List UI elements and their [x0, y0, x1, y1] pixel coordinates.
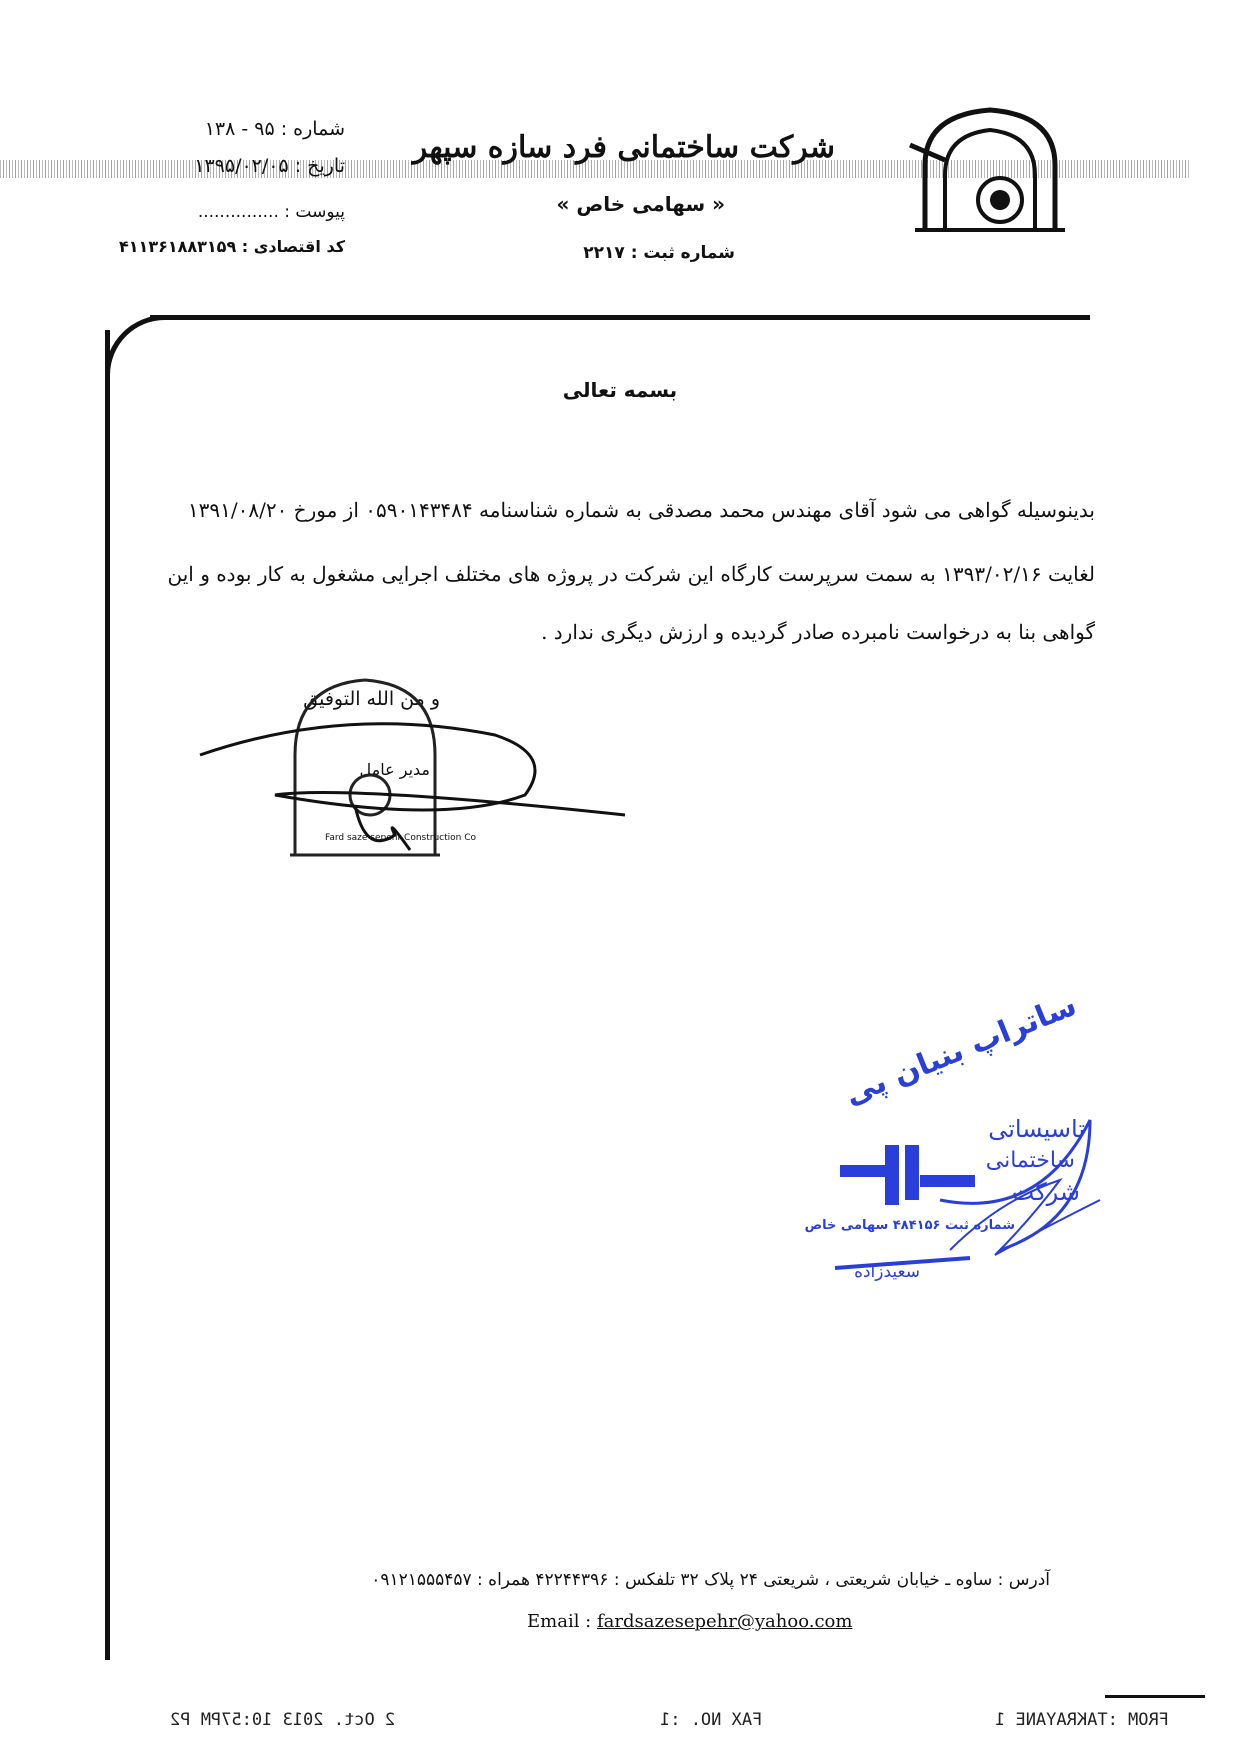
- body-line-1: بدینوسیله گواهی می شود آقای مهندس محمد مصدقی به شماره شناسنامه ۰۵۹۰۱۴۳۴۸۴ از مورخ ۱۳۹۱/۰۸/۲۰: [187, 498, 1095, 522]
- footer-email-link[interactable]: fardsazesepehr@yahoo.com: [596, 1611, 853, 1632]
- company-name: شرکت ساختمانی فرد سازه سپهر: [412, 130, 835, 165]
- stamp-line-1: تاسیساتی: [988, 1115, 1085, 1143]
- stamp-line-2: ساختمانی: [985, 1148, 1075, 1173]
- letter-date: تاریخ : ۱۳۹۵/۰۲/۰۵: [194, 155, 345, 177]
- frame-corner: [105, 315, 170, 380]
- stamp-arc-text: ساتراپ بنیان پی: [840, 987, 1082, 1113]
- registration-number: شماره ثبت : ۲۲۱۷: [583, 243, 735, 263]
- stamp-line-3: شرکت: [1011, 1178, 1080, 1206]
- stamp-registration: شماره ثبت ۴۸۴۱۵۶ سهامی خاص: [804, 1218, 1015, 1233]
- fax-from: FROM :TAKRAYANE 1: [995, 1710, 1169, 1730]
- signer-title: مدیر عامل: [359, 760, 430, 779]
- frame-top-rule: [150, 315, 1090, 320]
- body-line-2: لغایت ۱۳۹۳/۰۲/۱۶ به سمت سرپرست کارگاه این شرکت در پروژه های مختلف اجرایی مشغول به کار بوده و این: [167, 562, 1095, 586]
- company-type: « سهامی خاص »: [556, 192, 725, 216]
- frame-left-rule: [105, 330, 110, 1660]
- fax-datetime: 2 Oct. 2013 10:57PM P2: [170, 1710, 396, 1730]
- salutation: بسمه تعالی: [562, 378, 678, 402]
- footer-email-label: Email :: [527, 1611, 592, 1632]
- company-logo: [905, 105, 1075, 245]
- body-line-3: گواهی بنا به درخواست نامبرده صادر گردیده و ارزش دیگری ندارد .: [541, 620, 1095, 644]
- fax-header-rule: [1105, 1695, 1205, 1698]
- attachment: پیوست : ...............: [197, 202, 345, 222]
- footer-address: آدرس : ساوه ـ خیابان شریعتی ، شریعتی ۲۴ پلاک ۳۲ تلفکس : ۴۲۲۴۴۳۹۶ همراه : ۰۹۱۲۱۵۵۵۴۵۷: [371, 1570, 1050, 1590]
- stamp-caption: Fard saze sepehr Construction Co: [325, 833, 477, 843]
- economic-code: کد اقتصادی : ۴۱۱۳۶۱۸۸۳۱۵۹: [119, 237, 345, 256]
- fax-number: FAX NO. :1: [660, 1710, 763, 1730]
- letter-number: شماره : ۹۵ - ۱۳۸: [204, 118, 345, 140]
- stamp-signature-name: سعیدزاده: [854, 1262, 920, 1282]
- footer-email-row: [527, 1611, 852, 1632]
- closing-text: و من الله التوفیق: [303, 688, 440, 710]
